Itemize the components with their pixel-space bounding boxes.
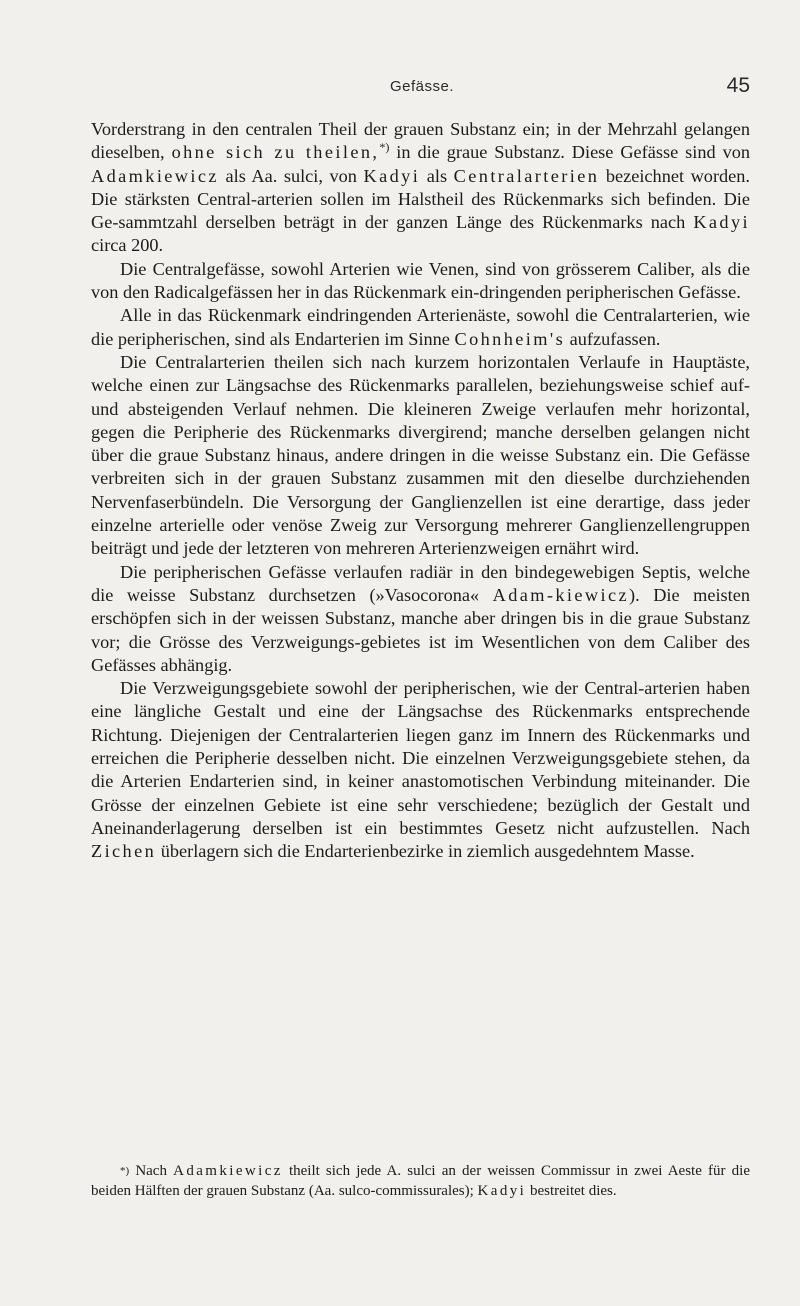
paragraph-6: Die Verzweigungsgebiete sowohl der peripherischen, wie der Central-arterien haben eine längliche Gestalt und eine der Längsachse des Rückenmarks entsprechende Richtung. Diejenigen der Centralarterien liegen ganz im Innern des Rückenmarks und erreichen die Peripherie desselben nicht. Die einzelnen Verzweigungsgebiete stehen, da die Arterien Endarterien sind, in keiner anastomotischen Verbindung miteinander. Die Grösse der einzelnen Gebiete ist eine sehr verschiedene; bezüglich der Gestalt und Aneinanderlagerung derselben ist ein bestimmtes Gesetz nicht aufzustellen. Nach Zichen überlagern sich die Endarterienbezirke in ziemlich ausgedehntem Masse.	[91, 678, 750, 862]
paragraph-5: Die peripherischen Gefässe verlaufen radiär in den bindegewebigen Septis, welche die weisse Substanz durchsetzen (»Vasocorona« Adam-kiewicz). Die meisten erschöpfen sich in der weissen Substanz, manche aber dringen bis in die graue Substanz vor; die Grösse des Verzweigungs-gebietes ist im Wesentlichen von dem Caliber des Gefässes abhängig.	[91, 561, 750, 675]
paragraph-4: Die Centralarterien theilen sich nach kurzem horizontalen Verlaufe in Hauptäste, welche einen zur Längsachse des Rückenmarks parallelen, beziehungsweise schief auf- und absteigenden Verlauf nehmen. Die kleineren Zweige verlaufen mehr horizontal, gegen die Peripherie des Rückenmarks divergirend; manche derselben gelangen nicht über die graue Substanz hinaus, andere dringen in die weisse Substanz ein. Die Gefässe verbreiten sich in der grauen Substanz zusammen mit den dieselbe durchziehenden Nervenfaserbündeln. Die Versorgung der Ganglienzellen ist eine derartige, dass jeder einzelne arterielle oder venöse Zweig zur Versorgung mehrerer Ganglienzellengruppen beiträgt und jede der letzteren von mehreren Arterienzweigen ernährt wird.	[91, 351, 750, 559]
author-name: Zichen	[91, 841, 157, 862]
running-head	[90, 74, 750, 104]
running-title: Gefässe.	[390, 78, 455, 95]
footnote-reference: *)	[379, 140, 390, 155]
main-text	[91, 118, 750, 864]
paragraph-3: Alle in das Rückenmark eindringenden Arterienäste, sowohl die Centralarterien, wie die peripherischen, sind als Endarterien im Sinne Cohnheim's aufzufassen.	[91, 305, 750, 349]
author-name: Kadyi	[363, 165, 421, 186]
author-name: Adamkiewicz	[91, 165, 219, 186]
author-name: Adamkiewicz	[173, 1163, 283, 1179]
spaced-emphasis: ohne sich zu theilen,	[171, 142, 380, 163]
author-name: Adam-kiewicz	[492, 584, 630, 605]
footnote-text: *) Nach Adamkiewicz theilt sich jede A. sulci an der weissen Commissur in zwei Aeste für die beiden Hälften der grauen Substanz (Aa. sulco-commissurales); Kadyi bestreitet dies.	[91, 1163, 750, 1199]
paragraph-1: Vorderstrang in den centralen Theil der grauen Substanz ein; in der Mehrzahl gelangen dieselben, ohne sich zu theilen,*) in die graue Substanz. Diese Gefässe sind von Adamkiewicz als Aa. sulci, von Kadyi als Centralarterien bezeichnet worden. Die stärksten Central-arterien sollen im Halstheil des Rückenmarks sich befinden. Die Ge-sammtzahl derselben beträgt in der ganzen Länge des Rückenmarks nach Kadyi circa 200.	[91, 119, 750, 256]
spaced-term: Centralarterien	[453, 165, 600, 186]
footnote	[91, 1162, 750, 1201]
author-name: Cohnheim's	[454, 328, 566, 349]
footnote-mark: *)	[120, 1165, 130, 1177]
page-number: 45	[726, 74, 750, 97]
author-name: Kadyi	[693, 212, 750, 233]
paragraph-2: Die Centralgefässe, sowohl Arterien wie Venen, sind von grösserem Caliber, als die von den Radicalgefässen her in das Rückenmark ein-dringenden peripherischen Gefässe.	[91, 258, 750, 303]
author-name: Kadyi	[477, 1182, 527, 1199]
